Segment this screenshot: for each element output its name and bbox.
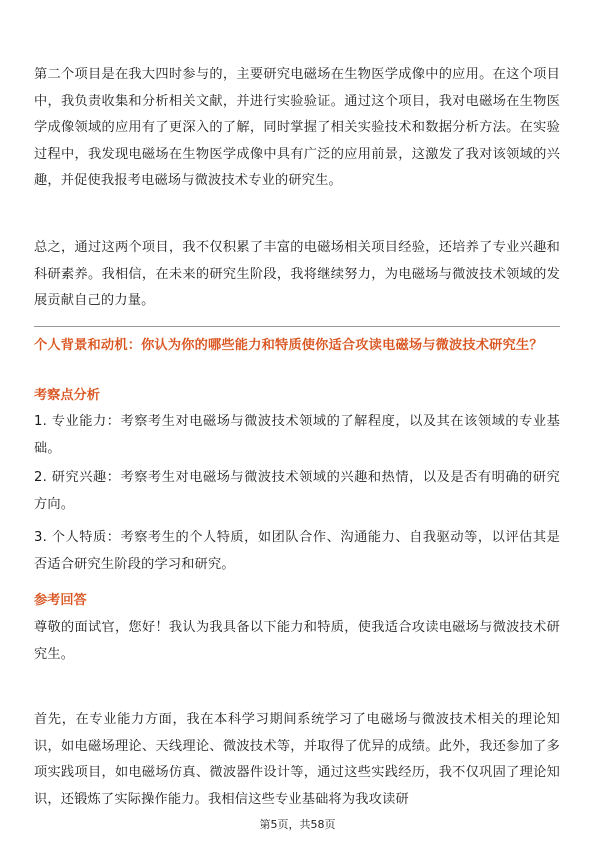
question-title: 个人背景和动机：你认为你的哪些能力和特质使你适合攻读电磁场与微波技术研究生？: [34, 338, 543, 353]
paragraph-project-two: 第二个项目是在我大四时参与的，主要研究电磁场在生物医学成像中的应用。在这个项目中，我负责收集和分析相关文献，并进行实验验证。通过这个项目，我对电磁场在生物医学成像领域的应用有了更深入的了解，同时掌握了相关实验技术和数据分析方法。在实验过程中，我发现电磁场在生物医学成像中具有广泛的应用前景，这激发了我对该领域的兴趣，并促使我报考电磁场与微波技术专业的研究生。: [34, 67, 560, 188]
answer-first-point: 首先，在专业能力方面，我在本科学习期间系统学习了电磁场与微波技术相关的理论知识，如电磁场理论、天线理论、微波技术等，并取得了优异的成绩。此外，我还参加了多项实践项目，如电磁场仿真、微波器件设计等，通过这些实践经历，我不仅巩固了理论知识，还锻炼了实际操作能力。我相信这些专业基础将为我攻读研: [34, 712, 560, 807]
page-footer: 第5页，共58页: [259, 818, 336, 831]
answer-heading: 参考回答: [34, 593, 87, 608]
section-divider: [34, 326, 560, 327]
analysis-item-1: 1. 专业能力：考察考生对电磁场与微波技术领域的了解程度，以及其在该领域的专业基础。: [34, 414, 560, 456]
analysis-heading: 考察点分析: [34, 388, 100, 403]
analysis-item-3: 3. 个人特质：考察考生的个人特质，如团队合作、沟通能力、自我驱动等，以评估其是否适合研究生阶段的学习和研究。: [34, 530, 560, 572]
answer-intro: 尊敬的面试官，您好！我认为我具备以下能力和特质，使我适合攻读电磁场与微波技术研究生。: [34, 620, 560, 662]
analysis-item-2: 2. 研究兴趣：考察考生对电磁场与微波技术领域的兴趣和热情，以及是否有明确的研究方向。: [34, 470, 560, 512]
paragraph-summary: 总之，通过这两个项目，我不仅积累了丰富的电磁场相关项目经验，还培养了专业兴趣和科研素养。我相信，在未来的研究生阶段，我将继续努力，为电磁场与微波技术领域的发展贡献自己的力量。: [34, 240, 560, 308]
